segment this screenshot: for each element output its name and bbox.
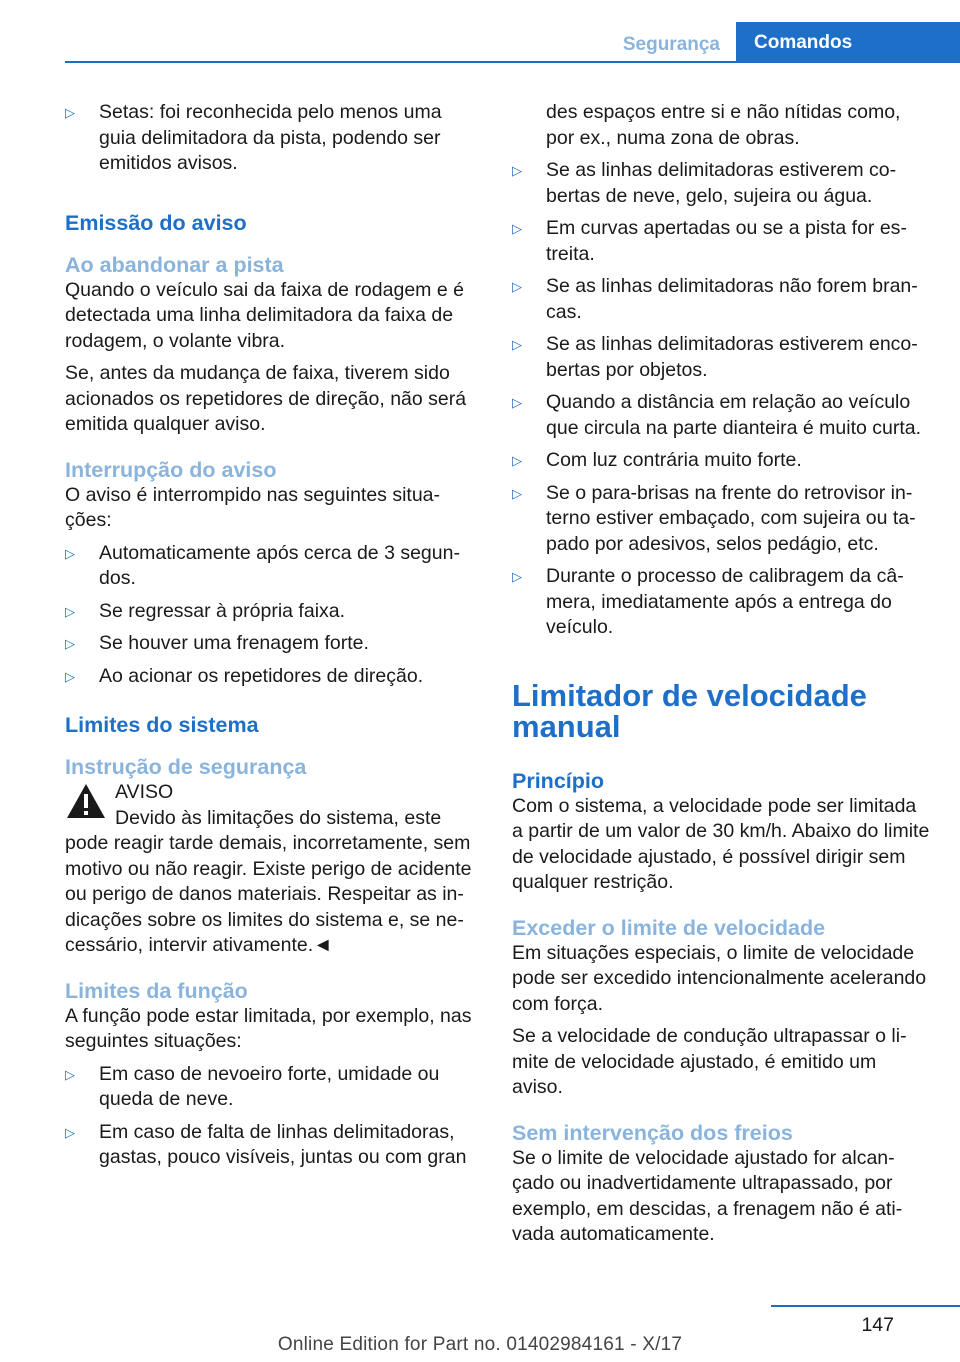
triangle-arrow-icon: ▷	[512, 485, 522, 501]
paragraph: Quando o veículo sai da faixa de rodagem e é detectada uma linha delimitadora da faixa de rodagem, o volante vibra.	[65, 278, 464, 352]
warning-block	[65, 780, 480, 959]
header-section-label: Segurança	[622, 34, 720, 55]
triangle-arrow-icon: ▷	[65, 545, 75, 561]
list-item: ▷ Durante o processo de calibragem da câmera, imediatamente após a entrega do veículo.	[512, 565, 904, 638]
warning-triangle-icon	[65, 782, 107, 820]
paragraph: Em situações especiais, o limite de velocidade pode ser excedido intencionalmente acelerando com força.	[512, 941, 927, 1015]
paragraph: Se a velocidade de condução ultrapassar o limite de velocidade ajustado, é emitido um aviso.	[512, 1025, 907, 1098]
paragraph: O aviso é interrompido nas seguintes situações:	[65, 483, 441, 531]
funcao-list	[65, 1062, 480, 1171]
heading-interrupcao: Interrupção do aviso	[65, 457, 277, 482]
triangle-arrow-icon: ▷	[65, 603, 75, 619]
top-bullet-list	[65, 100, 480, 177]
triangle-arrow-icon: ▷	[512, 337, 522, 352]
triangle-arrow-icon: ▷	[512, 163, 522, 178]
paragraph: Se o limite de velocidade ajustado for alcançado ou inadvertidamente ultrapassado, por exemplo, em descidas, a frenagem não é ativada automaticamente.	[512, 1146, 903, 1245]
heading-limitador: Limitador de velocidade manual	[512, 677, 867, 744]
list-item: ▷ Em curvas apertadas ou se a pista for estreita.	[512, 217, 907, 265]
footer-rule	[771, 1305, 960, 1307]
interrupcao-list	[65, 541, 480, 690]
list-item: ▷ Automaticamente após cerca de 3 segundos.	[65, 541, 460, 589]
triangle-arrow-icon: ▷	[512, 453, 522, 468]
paragraph: Se, antes da mudança de faixa, tiverem sido acionados os repetidores de direção, não será emitida qualquer aviso.	[65, 362, 467, 435]
heading-exceder: Exceder o limite de velocidade	[512, 915, 826, 940]
triangle-arrow-icon: ▷	[512, 221, 522, 236]
warning-text: Devido às limitações do sistema, este pode reagir tarde demais, incorretamente, sem motivo ou não reagir. Existe perigo de acidente ou perigo de danos materiais. Respeitar as indicações sobre os limites do sistema e, se necessário, intervir ativamente.◄	[65, 806, 472, 956]
list-item: ▷ Quando a distância em relação ao veículo que circula na parte dianteira é muito curta.	[512, 391, 922, 439]
triangle-arrow-icon: ▷	[65, 668, 75, 684]
header-chapter-tab: Comandos	[736, 22, 960, 63]
list-item: ▷ Se houver uma frenagem forte.	[65, 631, 480, 657]
heading-instrucao: Instrução de segurança	[65, 755, 307, 779]
warning-title: AVISO	[115, 781, 174, 803]
left-column	[65, 100, 480, 1178]
heading-principio: Princípio	[512, 768, 604, 793]
list-item: ▷ Se as linhas delimitadoras não forem brancas.	[512, 275, 918, 323]
list-item: ▷ Com luz contrária muito forte.	[512, 448, 930, 474]
list-item: ▷ Em caso de falta de linhas delimitadoras, gastas, pouco visíveis, juntas ou com gran	[65, 1120, 467, 1168]
page-number: 147	[861, 1314, 894, 1336]
heading-sem-intervencao: Sem intervenção dos freios	[512, 1120, 793, 1145]
right-column	[512, 100, 930, 1255]
triangle-arrow-icon: ▷	[512, 395, 522, 410]
heading-abandonar: Ao abandonar a pista	[65, 252, 284, 277]
paragraph: Com o sistema, a velocidade pode ser limitada a partir de um valor de 30 km/h. Abaixo do limite de velocidade ajustado, é possível dirigir sem qualquer restrição.	[512, 794, 930, 893]
heading-limites-sistema: Limites do sistema	[65, 713, 259, 737]
triangle-arrow-icon: ▷	[65, 636, 75, 651]
edition-footer: Online Edition for Part no. 01402984161 - X/17	[277, 1334, 683, 1355]
right-bullet-list	[512, 158, 930, 641]
list-item: ▷ Em caso de nevoeiro forte, umidade ou queda de neve.	[65, 1062, 440, 1110]
list-item: ▷ Se as linhas delimitadoras estiverem cobertas de neve, gelo, sujeira ou água.	[512, 159, 897, 207]
list-item: ▷ Ao acionar os repetidores de direção.	[65, 664, 480, 690]
list-item: ▷ Se o para-brisas na frente do retrovisor interno estiver embaçado, com sujeira ou tapado por adesivos, selos pedágio, etc.	[512, 481, 916, 555]
continued-text: des espaços entre si e não nítidas como, por ex., numa zona de obras.	[546, 101, 901, 149]
triangle-arrow-icon: ▷	[65, 1066, 75, 1082]
triangle-arrow-icon: ▷	[512, 569, 522, 584]
heading-limites-funcao: Limites da função	[65, 978, 248, 1003]
header-rule	[65, 61, 960, 63]
list-item: ▷ Setas: foi reconhecida pelo menos uma guia delimitadora da pista, podendo ser emitidos avisos.	[65, 101, 442, 174]
heading-emissao: Emissão do aviso	[65, 210, 247, 235]
list-item: ▷ Se regressar à própria faixa.	[65, 599, 480, 625]
triangle-arrow-icon: ▷	[512, 279, 522, 294]
list-item: ▷ Se as linhas delimitadoras estiverem encobertas por objetos.	[512, 333, 918, 381]
paragraph: A função pode estar limitada, por exemplo, nas seguintes situações:	[65, 1004, 472, 1052]
triangle-arrow-icon: ▷	[65, 1124, 75, 1140]
triangle-arrow-icon: ▷	[65, 105, 75, 120]
